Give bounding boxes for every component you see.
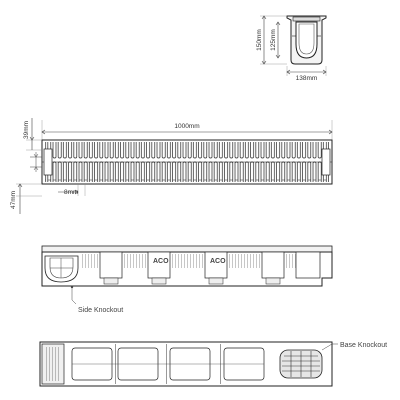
grate-edge-label: 39mm <box>23 120 30 140</box>
side-knockout-label: Side Knockout <box>78 307 124 314</box>
end-offset-label: 47mm <box>10 190 17 210</box>
channel-end-profile <box>287 16 326 64</box>
side-ticks <box>30 152 42 172</box>
side-end-cap <box>45 256 78 282</box>
height-dimension-inner <box>270 22 280 58</box>
slot-width-label: 8mm <box>64 189 79 196</box>
height-inner-label: 125mm <box>270 29 277 51</box>
end-offset-dimension <box>10 184 42 214</box>
width-label: 138mm <box>295 75 318 82</box>
end-view <box>256 16 326 82</box>
base-view <box>40 342 387 386</box>
base-knockout-grid <box>280 350 322 378</box>
grate-edge-dimension <box>23 118 42 150</box>
base-knockout-label: Base Knockout <box>340 342 388 349</box>
slot-width-dimension <box>58 184 85 196</box>
width-dimension <box>287 66 326 82</box>
side-view <box>42 246 332 314</box>
aco-mark-2: ACO <box>210 258 226 265</box>
length-dimension <box>42 120 332 140</box>
side-knockout-callout <box>71 286 123 314</box>
length-label: 1000mm <box>174 123 200 130</box>
grate-plan <box>42 140 332 184</box>
base-cells <box>72 344 264 384</box>
aco-mark-1: ACO <box>153 258 169 265</box>
plan-view <box>10 118 332 214</box>
height-outer-label: 150mm <box>256 29 263 51</box>
